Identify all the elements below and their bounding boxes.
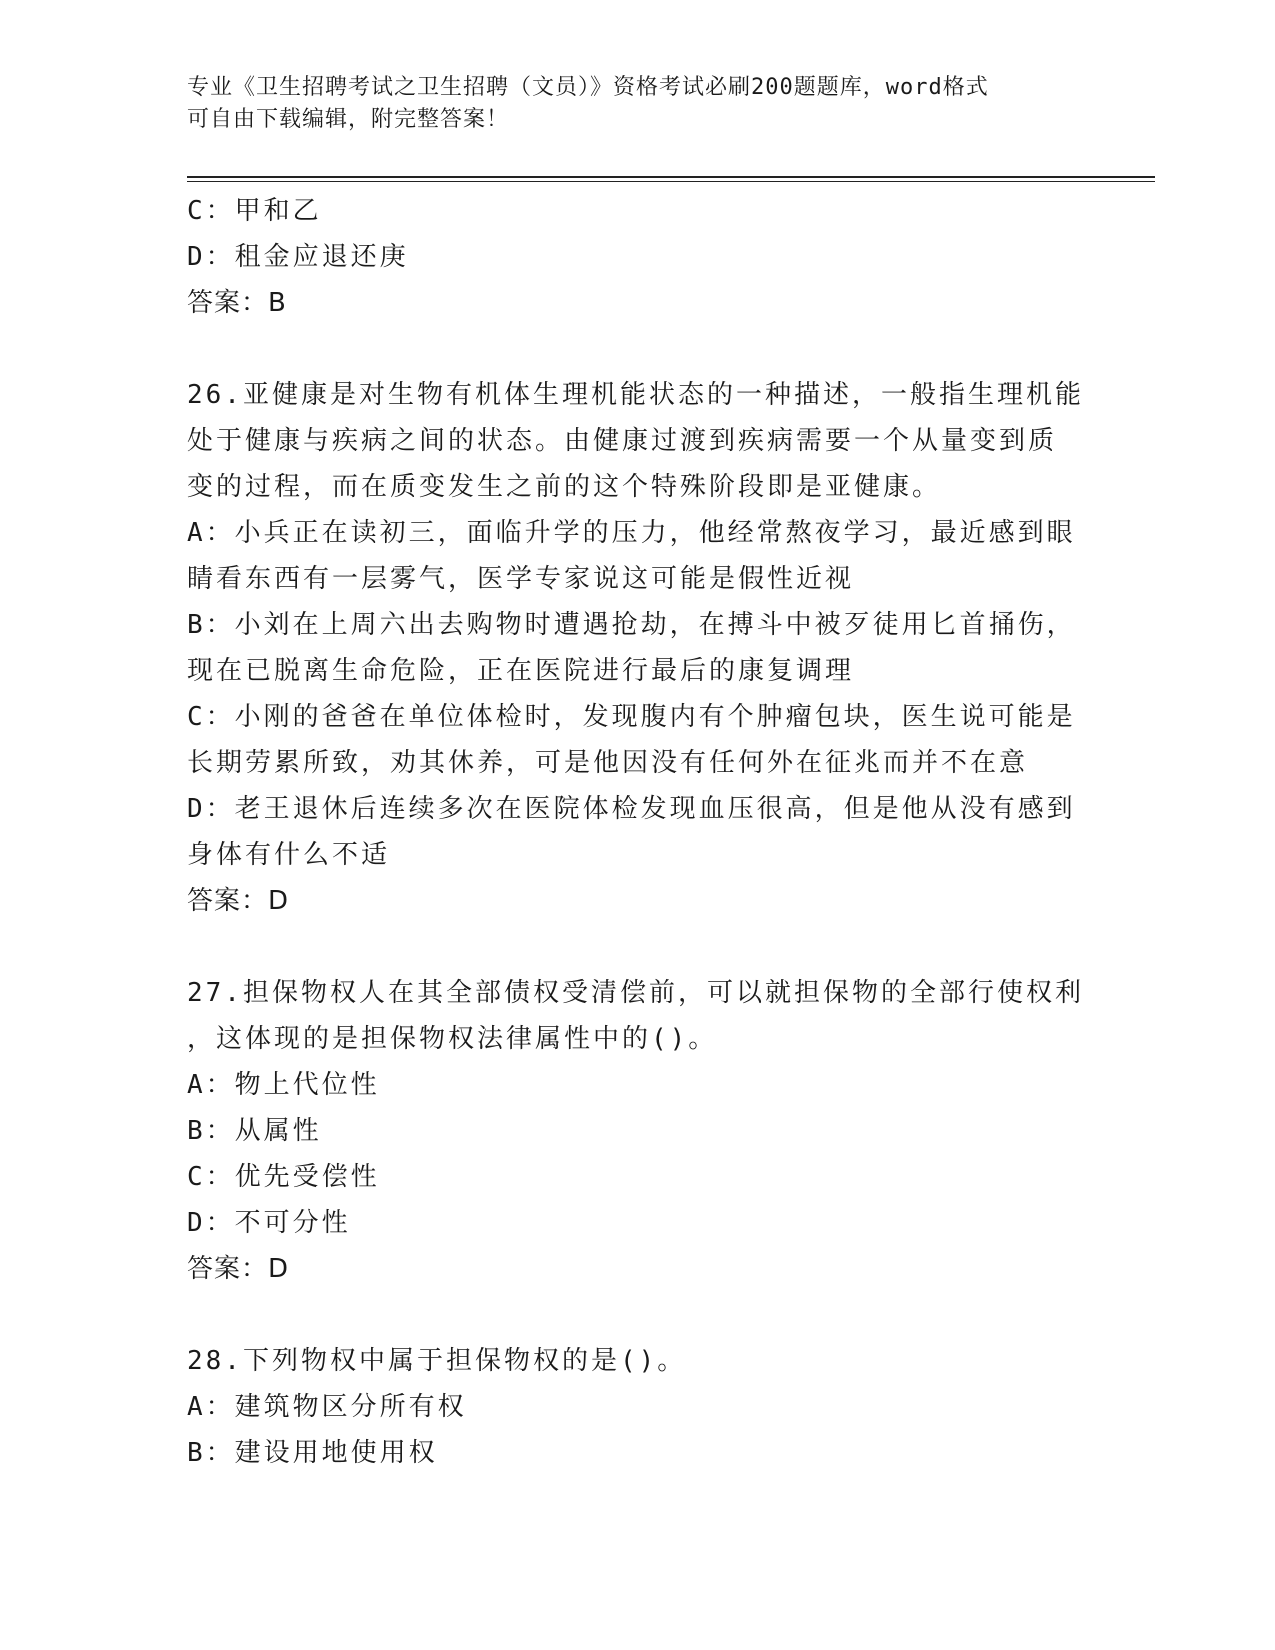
option-a-cont: 睛看东西有一层雾气，医学专家说这可能是假性近视 — [187, 564, 855, 594]
question-26 — [187, 372, 1084, 924]
question-stem-line: 27.担保物权人在其全部债权受清偿前，可以就担保物的全部行使权利 — [187, 978, 1084, 1008]
option-b: B：建设用地使用权 — [187, 1438, 438, 1468]
question-content — [187, 188, 1084, 1476]
spacer — [187, 924, 1067, 970]
option-d: D：不可分性 — [187, 1208, 351, 1238]
question-28 — [187, 1338, 1067, 1476]
answer-line: 答案：B — [187, 288, 287, 318]
question-stem-line: 变的过程，而在质变发生之前的这个特殊阶段即是亚健康。 — [187, 472, 942, 502]
question-stem-line: 28.下列物权中属于担保物权的是()。 — [187, 1346, 687, 1376]
header-divider-thick — [187, 176, 1155, 178]
question-27 — [187, 970, 1084, 1292]
option-c: C：小刚的爸爸在单位体检时，发现腹内有个肿瘤包块，医生说可能是 — [187, 702, 1076, 732]
option-a: A：建筑物区分所有权 — [187, 1392, 467, 1422]
header-divider-thin — [187, 181, 1155, 182]
option-a: A：小兵正在读初三，面临升学的压力，他经常熬夜学习，最近感到眼 — [187, 518, 1076, 548]
option-d: D：租金应退还庚 — [187, 242, 409, 272]
option-c-cont: 长期劳累所致，劝其休养，可是他因没有任何外在征兆而并不在意 — [187, 748, 1029, 778]
option-d: D：老王退休后连续多次在医院体检发现血压很高，但是他从没有感到 — [187, 794, 1076, 824]
option-c: C：优先受偿性 — [187, 1162, 380, 1192]
answer-line: 答案：D — [187, 1254, 290, 1284]
option-b: B：从属性 — [187, 1116, 322, 1146]
header-title-line1: 专业《卫生招聘考试之卫生招聘（文员）》资格考试必刷200题题库，word格式 — [187, 75, 989, 100]
spacer — [187, 1292, 1067, 1338]
option-a: A：物上代位性 — [187, 1070, 380, 1100]
option-d-cont: 身体有什么不适 — [187, 840, 391, 870]
answer-line: 答案：D — [187, 886, 290, 916]
option-b: B：小刘在上周六出去购物时遭遇抢劫，在搏斗中被歹徒用匕首捅伤， — [187, 610, 1076, 640]
header-title-line2: 可自由下载编辑，附完整答案！ — [187, 107, 510, 132]
question-stem-line: ，这体现的是担保物权法律属性中的()。 — [187, 1024, 718, 1054]
option-c: C：甲和乙 — [187, 196, 322, 226]
document-header — [187, 72, 1087, 136]
previous-question-tail — [187, 188, 1067, 326]
spacer — [187, 326, 1067, 372]
question-stem-line: 26.亚健康是对生物有机体生理机能状态的一种描述，一般指生理机能 — [187, 380, 1084, 410]
option-b-cont: 现在已脱离生命危险，正在医院进行最后的康复调理 — [187, 656, 855, 686]
question-stem-line: 处于健康与疾病之间的状态。由健康过渡到疾病需要一个从量变到质 — [187, 426, 1058, 456]
